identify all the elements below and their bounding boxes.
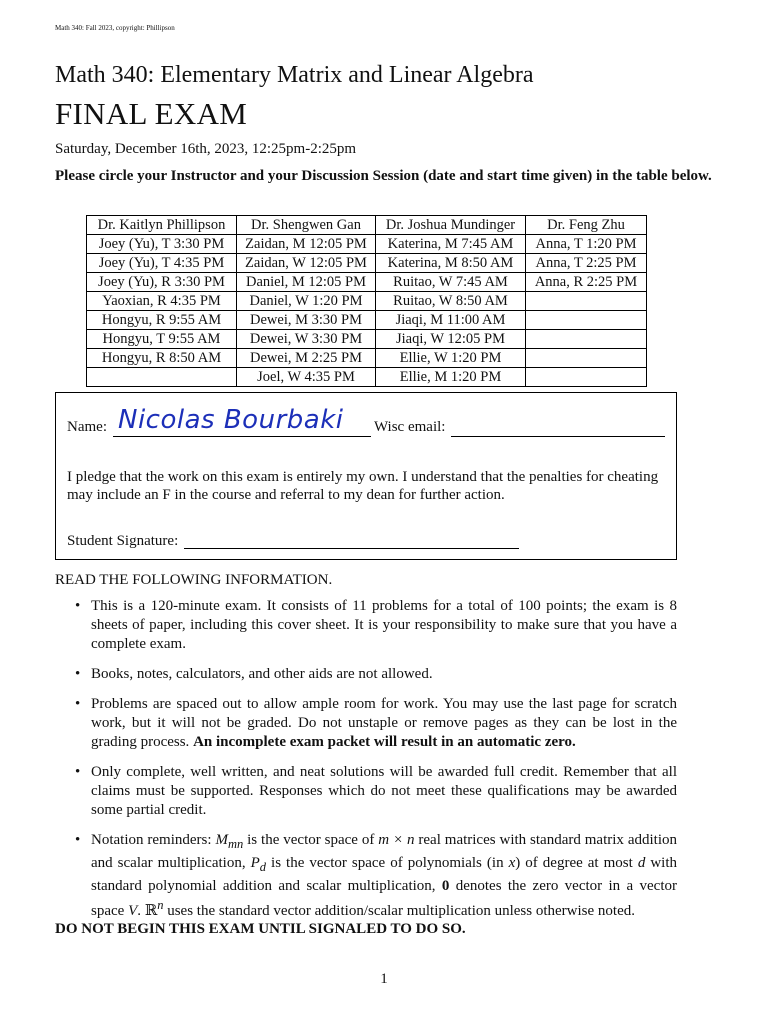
session-cell: Daniel, W 1:20 PM xyxy=(237,292,376,311)
instructions: Please circle your Instructor and your Discussion Session (date and start time given) in the table below. xyxy=(55,168,712,184)
session-cell xyxy=(526,292,647,311)
table-row xyxy=(87,254,647,273)
list-item xyxy=(75,665,677,684)
session-cell: Joey (Yu), T 3:30 PM xyxy=(87,235,237,254)
table-header-row xyxy=(87,216,647,235)
session-cell xyxy=(526,368,647,387)
math-symbol: V xyxy=(128,903,138,919)
email-field[interactable] xyxy=(451,436,665,437)
course-title: Math 340: Elementary Matrix and Linear Algebra xyxy=(55,62,534,88)
session-cell: Jiaqi, W 12:05 PM xyxy=(376,330,526,349)
session-cell: Hongyu, T 9:55 AM xyxy=(87,330,237,349)
rule-text: Notation reminders: xyxy=(91,832,216,848)
name-label: Name: xyxy=(67,419,107,435)
session-cell: Jiaqi, M 11:00 AM xyxy=(376,311,526,330)
table-row xyxy=(87,292,647,311)
math-symbol: m × n xyxy=(378,832,415,848)
rule-text: This is a 120-minute exam. It consists of 11 problems for a total of 100 points; the exam is 8 sheets of paper, including this cover sheet. It is your responsibility to make sure that you have a complete exam. xyxy=(91,598,677,652)
rules-list xyxy=(75,597,677,932)
session-cell xyxy=(526,311,647,330)
session-cell: Joel, W 4:35 PM xyxy=(237,368,376,387)
exam-date: Saturday, December 16th, 2023, 12:25pm-2:25pm xyxy=(55,141,357,157)
signature-label: Student Signature: xyxy=(67,533,179,549)
signature-field[interactable] xyxy=(184,548,519,549)
session-cell: Dewei, M 3:30 PM xyxy=(237,311,376,330)
rule-emphasis: An incomplete exam packet will result in an automatic zero. xyxy=(193,734,576,750)
list-item xyxy=(75,597,677,654)
session-cell: Zaidan, M 12:05 PM xyxy=(237,235,376,254)
handwritten-name: Nicolas Bourbaki xyxy=(118,405,344,435)
math-symbol: x xyxy=(508,855,516,871)
table-row xyxy=(87,349,647,368)
email-label: Wisc email: xyxy=(374,419,446,435)
session-cell: Dewei, M 2:25 PM xyxy=(237,349,376,368)
session-cell: Ellie, W 1:20 PM xyxy=(376,349,526,368)
session-cell: Zaidan, W 12:05 PM xyxy=(237,254,376,273)
instructor-header: Dr. Kaitlyn Phillipson xyxy=(87,216,237,235)
pledge-text: I pledge that the work on this exam is entirely my own. I understand that the penalties for cheating may include an F in the course and referral to my dean for further action. xyxy=(67,469,659,503)
session-cell: Ellie, M 1:20 PM xyxy=(376,368,526,387)
math-symbol: $P_d$ xyxy=(250,855,267,874)
table-row xyxy=(87,311,647,330)
session-cell: Hongyu, R 8:50 AM xyxy=(87,349,237,368)
session-cell: Dewei, W 3:30 PM xyxy=(237,330,376,349)
session-cell xyxy=(526,349,647,368)
session-cell: Ruitao, W 8:50 AM xyxy=(376,292,526,311)
student-info-box xyxy=(55,392,677,560)
instructor-header: Dr. Joshua Mundinger xyxy=(376,216,526,235)
list-item xyxy=(75,763,677,820)
rule-text: Only complete, well written, and neat solutions will be awarded full credit. Remember that all claims must be supported. Responses which do not meet these qualifications may be awarded some partial credit. xyxy=(91,764,677,818)
copyright-note: Math 340: Fall 2023, copyright: Phillipson xyxy=(55,24,175,32)
rule-text: Books, notes, calculators, and other aids are not allowed. xyxy=(91,666,433,682)
session-cell xyxy=(87,368,237,387)
session-cell: Katerina, M 8:50 AM xyxy=(376,254,526,273)
list-item xyxy=(75,695,677,752)
math-symbol: d xyxy=(637,855,646,871)
math-symbol: $M_{mn}$ xyxy=(215,832,244,851)
page-number: 1 xyxy=(380,971,388,987)
instructor-header: Dr. Feng Zhu xyxy=(526,216,647,235)
exam-title: FINAL EXAM xyxy=(55,96,248,131)
math-symbol: ℝ$^n$ xyxy=(144,898,164,919)
session-cell: Anna, T 2:25 PM xyxy=(526,254,647,273)
begin-warning: DO NOT BEGIN THIS EXAM UNTIL SIGNALED TO DO SO. xyxy=(55,921,466,937)
session-cell xyxy=(526,330,647,349)
table-row xyxy=(87,330,647,349)
session-cell: Anna, T 1:20 PM xyxy=(526,235,647,254)
session-cell: Ruitao, W 7:45 AM xyxy=(376,273,526,292)
list-item: • Notation reminders: $M_{mn}$ is the vector space of m × n real matrices with standard matrix addition and scalar multiplication, $P_d$ is the vector space of polynomials (in x) of degree at most d with standard polynomial addition and scalar multiplication, 0 denotes the zero vector in a vector space V. ℝ$^n$ uses the standard vector addition/scalar multiplication unless otherwise noted. xyxy=(75,831,677,921)
session-cell: Anna, R 2:25 PM xyxy=(526,273,647,292)
sessions-table xyxy=(86,215,647,387)
session-cell: Joey (Yu), T 4:35 PM xyxy=(87,254,237,273)
rule-text: Problems are spaced out to allow ample room for work. You may use the last page for scratch work, but it will not be graded. Do not unstaple or remove pages as they can be lost in the grading process. xyxy=(91,696,677,750)
table-row xyxy=(87,235,647,254)
session-cell: Daniel, M 12:05 PM xyxy=(237,273,376,292)
read-info-heading: READ THE FOLLOWING INFORMATION. xyxy=(55,572,333,588)
session-cell: Yaoxian, R 4:35 PM xyxy=(87,292,237,311)
session-cell: Joey (Yu), R 3:30 PM xyxy=(87,273,237,292)
name-field[interactable] xyxy=(113,436,371,437)
zero-vector-symbol: 0 xyxy=(441,878,450,894)
table-row xyxy=(87,273,647,292)
session-cell: Hongyu, R 9:55 AM xyxy=(87,311,237,330)
instructor-header: Dr. Shengwen Gan xyxy=(237,216,376,235)
session-cell: Katerina, M 7:45 AM xyxy=(376,235,526,254)
table-row xyxy=(87,368,647,387)
